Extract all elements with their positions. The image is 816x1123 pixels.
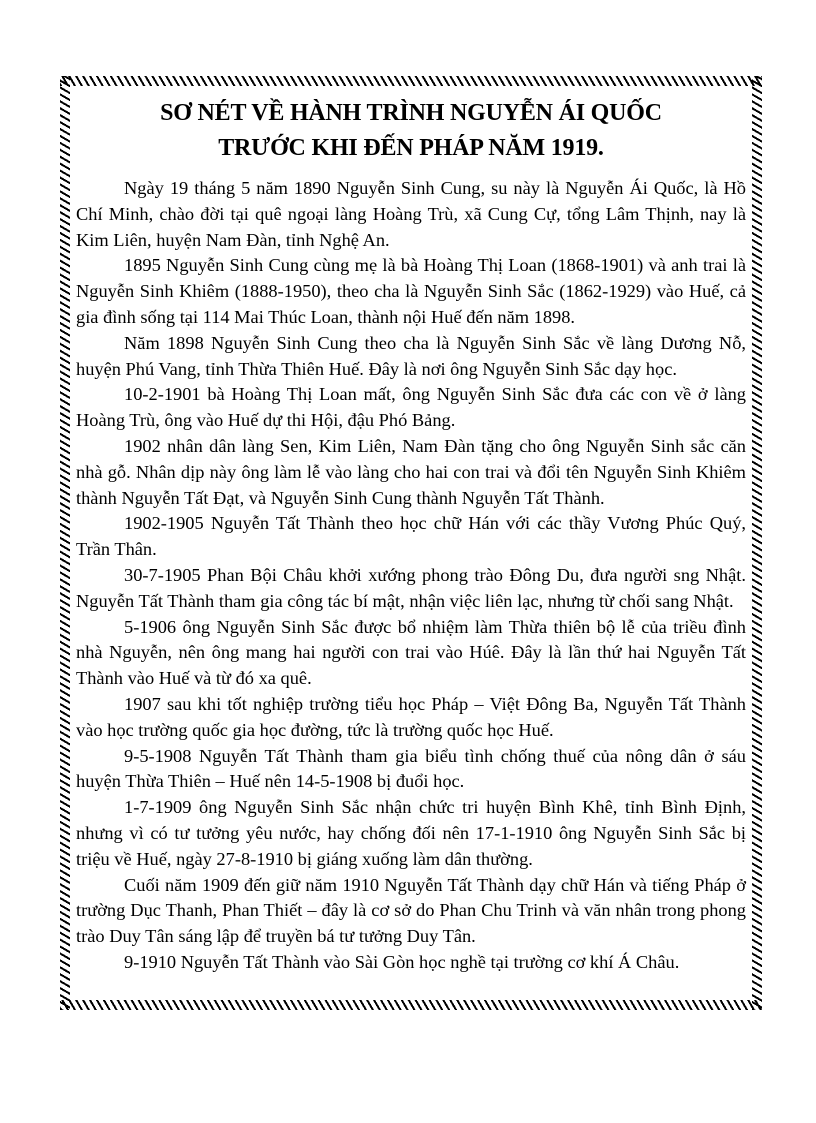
decorative-border (60, 76, 762, 1010)
paragraph-1907-quoc-hoc: 1907 sau khi tốt nghiệp trường tiểu học Pháp – Việt Đông Ba, Nguyễn Tất Thành vào học trường quốc gia học đường, tức là trường quốc học Huế. (76, 693, 746, 740)
paragraph-1895-hue: 1895 Nguyễn Sinh Cung cùng mẹ là bà Hoàng Thị Loan (1868-1901) và anh trai là Nguyễn Sinh Khiêm (1888-1950), theo cha là Nguyễn Sinh Sắc (1862-1929) vào Huế, cả gia đình sống tại 114 Mai Thúc Loan, thành nội Huế đến năm 1898. (76, 255, 746, 327)
title-line-2: TRƯỚC KHI ĐẾN PHÁP NĂM 1919. (218, 135, 604, 161)
paragraph-1909-binh-khe: 1-7-1909 ông Nguyễn Sinh Sắc nhận chức tri huyện Bình Khê, tỉnh Bình Định, nhưng vì có tư tưởng yêu nước, hay chống đối nên 17-1-1910 ông Nguyễn Sinh Sắc bị triệu về Huế, ngày 27-8-1910 bị giáng xuống làm dân thường. (76, 797, 746, 869)
paragraph-1898-duong-no: Năm 1898 Nguyễn Sinh Cung theo cha là Nguyễn Sinh Sắc về làng Dương Nỗ, huyện Phú Vang, tỉnh Thừa Thiên Huế. Đây là nơi ông Nguyễn Sinh Sắc dạy học. (76, 332, 746, 379)
paragraph-1905-dong-du: 30-7-1905 Phan Bội Châu khởi xướng phong trào Đông Du, đưa người sng Nhật. Nguyễn Tất Thành tham gia công tác bí mật, nhận việc liên lạc, nhưng từ chối sang Nhật. (76, 564, 746, 611)
paragraph-1908-protest: 9-5-1908 Nguyễn Tất Thành tham gia biểu tình chống thuế của nông dân ở sáu huyện Thừa Thiên – Huế nên 14-5-1908 bị đuổi học. (76, 745, 746, 792)
document-content (70, 86, 752, 1000)
paragraph-1910-saigon: 9-1910 Nguyễn Tất Thành vào Sài Gòn học nghề tại trường cơ khí Á Châu. (124, 951, 680, 972)
paragraph-1909-1910-duc-thanh: Cuối năm 1909 đến giữ năm 1910 Nguyễn Tất Thành dạy chữ Hán và tiếng Pháp ở trường Dục Thanh, Phan Thiết – đây là cơ sở do Phan Chu Trinh và văn nhân trong phong trào Duy Tân sáng lập để truyền bá tư tưởng Duy Tân. (76, 874, 746, 947)
paragraph-1901-mother-death: 10-2-1901 bà Hoàng Thị Loan mất, ông Nguyễn Sinh Sắc đưa các con về ở làng Hoàng Trù, ông vào Huế dự thi Hội, đậu Phó Bảng. (76, 384, 746, 431)
paragraph-1902-1905-study: 1902-1905 Nguyễn Tất Thành theo học chữ Hán với các thầy Vương Phúc Quý, Trần Thân. (76, 513, 746, 560)
paragraph-1890-birth: Ngày 19 tháng 5 năm 1890 Nguyễn Sinh Cung, su này là Nguyễn Ái Quốc, là Hồ Chí Minh, chào đời tại quê ngoại làng Hoàng Trù, xã Cung Cự, tổng Lâm Thịnh, nay là Kim Liên, huyện Nam Đàn, tỉnh Nghệ An. (76, 178, 746, 250)
document-title (70, 96, 752, 166)
title-line-1: SƠ NÉT VỀ HÀNH TRÌNH NGUYỄN ÁI QUỐC (160, 100, 662, 126)
paragraph-1902-house: 1902 nhân dân làng Sen, Kim Liên, Nam Đàn tặng cho ông Nguyễn Sinh sắc căn nhà gỗ. Nhân dịp này ông làm lễ vào làng cho hai con trai và đổi tên Nguyễn Sinh Khiêm thành Nguyễn Tất Đạt, và Nguyễn Sinh Cung thành Nguyễn Tất Thành. (76, 435, 746, 508)
document-body (76, 176, 746, 976)
paragraph-1906-hue: 5-1906 ông Nguyễn Sinh Sắc được bổ nhiệm làm Thừa thiên bộ lễ của triều đình nhà Nguyễn, nên ông mang hai người con trai vào Húê. Đây là lần thứ hai Nguyễn Tất Thành vào Huế và từ đó xa quê. (76, 616, 746, 689)
